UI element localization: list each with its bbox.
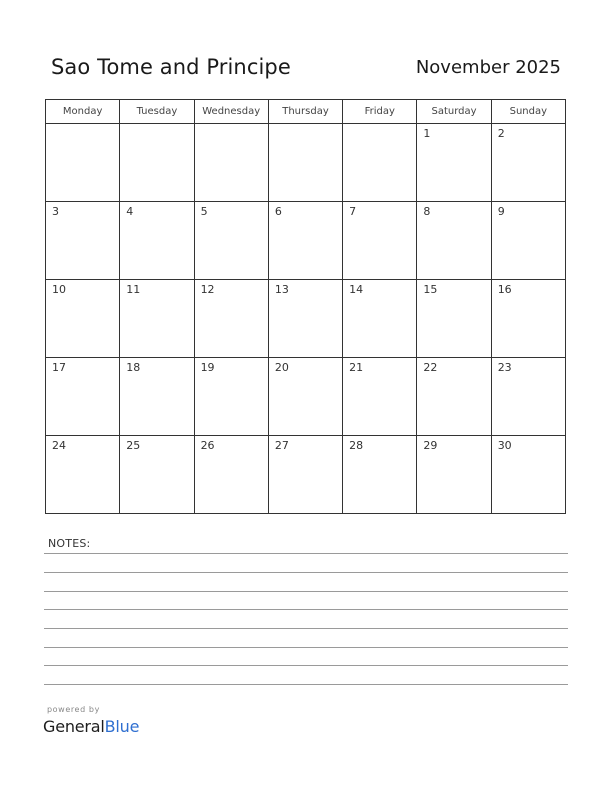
note-line bbox=[44, 591, 568, 592]
day-number: 11 bbox=[126, 283, 141, 296]
day-number: 20 bbox=[274, 361, 289, 374]
day-number: 8 bbox=[423, 205, 431, 218]
day-number: 14 bbox=[349, 283, 364, 296]
country-title: Sao Tome and Principe bbox=[51, 55, 291, 79]
day-number: 12 bbox=[200, 283, 215, 296]
day-number: 24 bbox=[52, 439, 66, 452]
day-number: 23 bbox=[497, 361, 512, 374]
day-cell bbox=[194, 358, 268, 436]
day-cell bbox=[194, 436, 268, 514]
day-number: 2 bbox=[497, 127, 505, 140]
day-cell bbox=[194, 124, 268, 202]
generalblue-logo bbox=[43, 717, 139, 736]
weekday-monday: Monday bbox=[46, 100, 120, 124]
week-row-5 bbox=[46, 436, 566, 514]
day-cell bbox=[194, 280, 268, 358]
day-cell bbox=[343, 280, 417, 358]
day-number: 17 bbox=[52, 361, 66, 374]
weekday-header-row bbox=[46, 100, 566, 124]
notes-label: NOTES: bbox=[48, 537, 91, 550]
day-number: 30 bbox=[497, 439, 512, 452]
day-number: 15 bbox=[423, 283, 438, 296]
week-row-1 bbox=[46, 124, 566, 202]
day-number: 1 bbox=[423, 127, 431, 140]
week-row-2 bbox=[46, 202, 566, 280]
month-title: November 2025 bbox=[415, 57, 561, 78]
day-cell bbox=[268, 280, 342, 358]
brand-blue: Blue bbox=[104, 717, 140, 736]
day-number: 3 bbox=[52, 205, 59, 218]
brand-general: General bbox=[43, 717, 105, 736]
day-cell bbox=[268, 436, 342, 514]
note-line bbox=[44, 572, 568, 573]
day-cell bbox=[268, 358, 342, 436]
day-number bbox=[269, 124, 342, 127]
day-cell bbox=[46, 124, 120, 202]
day-cell bbox=[491, 124, 565, 202]
day-cell bbox=[491, 436, 565, 514]
day-cell bbox=[46, 436, 120, 514]
day-cell bbox=[491, 202, 565, 280]
day-number bbox=[343, 124, 416, 127]
day-cell bbox=[194, 202, 268, 280]
day-number: 27 bbox=[274, 439, 289, 452]
note-line bbox=[44, 665, 568, 666]
day-number bbox=[195, 124, 268, 127]
day-cell bbox=[46, 202, 120, 280]
day-number: 25 bbox=[126, 439, 141, 452]
note-line bbox=[44, 609, 568, 610]
weekday-friday: Friday bbox=[343, 100, 417, 124]
note-line bbox=[44, 684, 568, 685]
day-number: 10 bbox=[52, 283, 66, 296]
day-number: 13 bbox=[274, 283, 289, 296]
day-cell bbox=[120, 280, 194, 358]
day-cell bbox=[491, 358, 565, 436]
day-number: 19 bbox=[200, 361, 215, 374]
day-cell bbox=[417, 436, 491, 514]
day-cell bbox=[268, 124, 342, 202]
day-number bbox=[46, 124, 119, 127]
day-number: 5 bbox=[200, 205, 208, 218]
day-cell bbox=[46, 280, 120, 358]
day-cell bbox=[343, 202, 417, 280]
weekday-sunday: Sunday bbox=[491, 100, 565, 124]
day-cell bbox=[120, 124, 194, 202]
day-number: 6 bbox=[274, 205, 282, 218]
calendar-grid bbox=[45, 99, 566, 514]
day-cell bbox=[343, 358, 417, 436]
weekday-saturday: Saturday bbox=[417, 100, 491, 124]
day-number: 4 bbox=[126, 205, 134, 218]
day-cell bbox=[343, 436, 417, 514]
week-row-4 bbox=[46, 358, 566, 436]
day-number: 21 bbox=[349, 361, 364, 374]
powered-by-text: powered by bbox=[47, 705, 100, 714]
weekday-thursday: Thursday bbox=[268, 100, 342, 124]
day-cell bbox=[417, 202, 491, 280]
note-line bbox=[44, 647, 568, 648]
day-cell bbox=[120, 202, 194, 280]
day-number: 26 bbox=[200, 439, 215, 452]
day-cell bbox=[46, 358, 120, 436]
day-cell bbox=[417, 280, 491, 358]
day-number: 18 bbox=[126, 361, 141, 374]
week-row-3 bbox=[46, 280, 566, 358]
day-cell bbox=[120, 358, 194, 436]
day-cell bbox=[343, 124, 417, 202]
note-line bbox=[44, 628, 568, 629]
day-cell bbox=[120, 436, 194, 514]
weekday-tuesday: Tuesday bbox=[120, 100, 194, 124]
day-number: 28 bbox=[349, 439, 364, 452]
day-number: 16 bbox=[497, 283, 512, 296]
day-cell bbox=[491, 280, 565, 358]
day-number: 9 bbox=[497, 205, 505, 218]
weekday-wednesday: Wednesday bbox=[194, 100, 268, 124]
day-number: 7 bbox=[349, 205, 357, 218]
day-cell bbox=[268, 202, 342, 280]
note-line bbox=[44, 553, 568, 554]
day-number: 22 bbox=[423, 361, 438, 374]
day-number: 29 bbox=[423, 439, 438, 452]
day-cell bbox=[417, 124, 491, 202]
day-number bbox=[120, 124, 193, 127]
day-cell bbox=[417, 358, 491, 436]
